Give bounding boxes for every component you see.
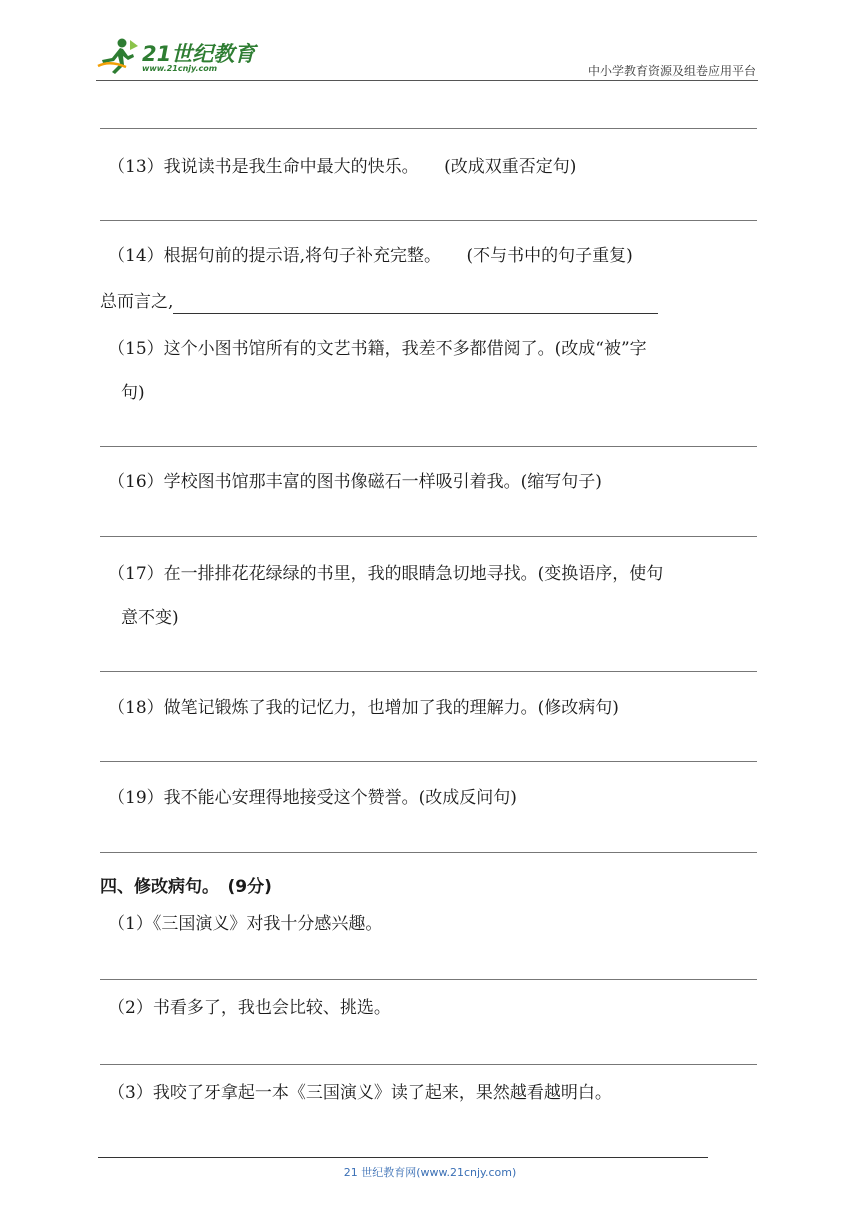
question-14-fill	[100, 290, 658, 314]
footer-text[interactable]: 21 世纪教育网(www.21cnjy.com)	[343, 1166, 517, 1179]
question-13: （13）我说读书是我生命中最大的快乐。 (改成双重否定句)	[108, 157, 577, 177]
section-4-item-3: （3）我咬了牙拿起一本《三国演义》读了起来，果然越看越明白。	[108, 1083, 612, 1103]
header-tagline: 中小学教育资源及组卷应用平台	[587, 64, 756, 78]
logo-url: www.21cnjy.com	[142, 64, 218, 73]
answer-line-17[interactable]	[100, 671, 757, 672]
answer-line-15[interactable]	[100, 446, 757, 447]
answer-line-19[interactable]	[100, 852, 757, 853]
answer-line-18[interactable]	[100, 761, 757, 762]
footer-divider	[98, 1157, 708, 1158]
question-15-line1: （15）这个小图书馆所有的文艺书籍，我差不多都借阅了。(改成“被”字	[108, 339, 647, 359]
runner-logo-icon	[96, 36, 140, 76]
question-15-line2: 句)	[121, 383, 145, 403]
section-4-item-2: （2）书看多了，我也会比较、挑选。	[108, 998, 391, 1018]
section-4-item-1: （1）《三国演义》对我十分感兴趣。	[108, 914, 383, 934]
section-4-title: 四、修改病句。 (9分)	[100, 877, 272, 897]
site-logo	[96, 36, 266, 80]
answer-line-16[interactable]	[100, 536, 757, 537]
question-17-line2: 意不变)	[121, 608, 179, 628]
header-divider	[96, 80, 758, 81]
question-17-line1: （17）在一排排花花绿绿的书里，我的眼睛急切地寻找。(变换语序，使句	[108, 564, 664, 584]
logo-text: 21世纪教育	[142, 42, 256, 66]
question-14: （14）根据句前的提示语,将句子补充完整。 (不与书中的句子重复)	[108, 246, 633, 266]
question-19: （19）我不能心安理得地接受这个赞誉。(改成反问句)	[108, 788, 517, 808]
question-18: （18）做笔记锻炼了我的记忆力，也增加了我的理解力。(修改病句)	[108, 698, 619, 718]
answer-line-s4-1[interactable]	[100, 979, 757, 980]
question-16: （16）学校图书馆那丰富的图书像磁石一样吸引着我。(缩写句子)	[108, 472, 602, 492]
answer-blank-14[interactable]	[173, 295, 658, 314]
answer-line	[100, 128, 757, 129]
question-14-prefix: 总而言之,	[100, 292, 174, 312]
answer-line-13[interactable]	[100, 220, 757, 221]
answer-line-s4-2[interactable]	[100, 1064, 757, 1065]
